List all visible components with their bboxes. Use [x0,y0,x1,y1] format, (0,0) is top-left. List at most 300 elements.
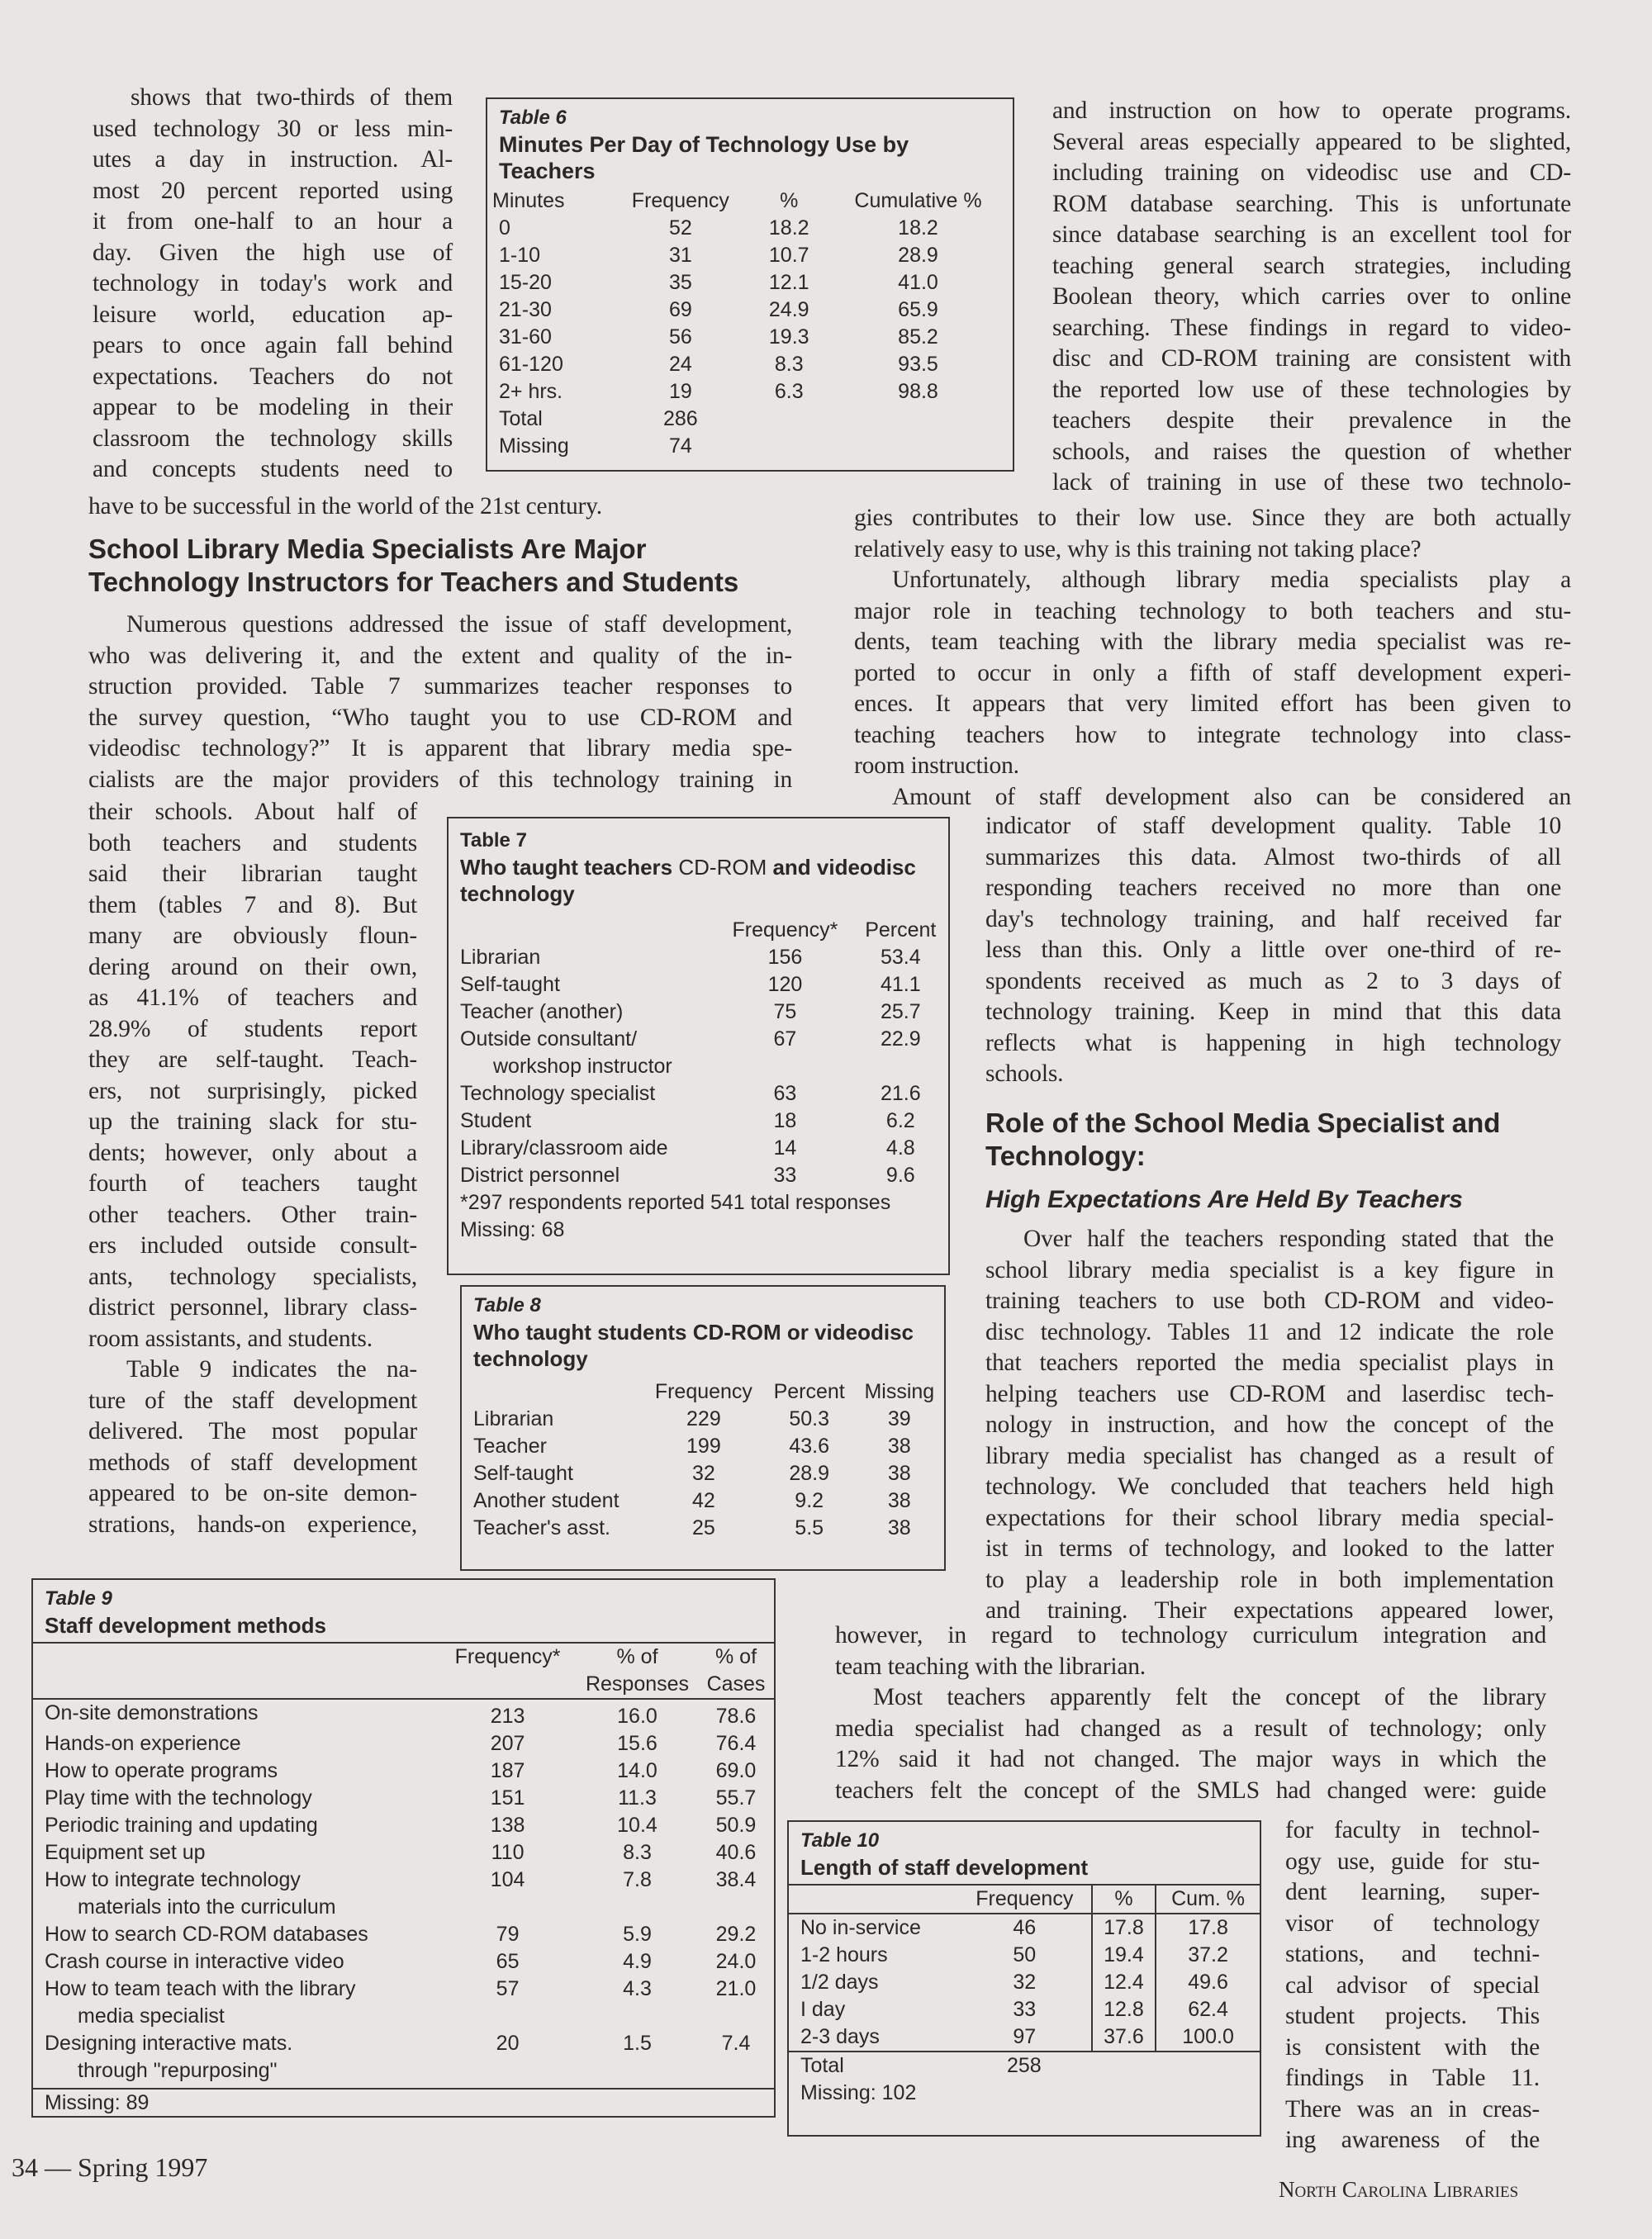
table-title: Who taught students CD-ROM or videodisc technology [473,1320,914,1371]
text-line: spondents received as much as 2 to 3 days of [985,967,1561,994]
text-line: many are obviously floun- [88,923,417,949]
text-line: Amount of staff development also can be considered an [892,783,1571,810]
column-header: Frequency* [454,1645,561,1668]
table-row [487,406,1013,433]
table-cell: 63 [773,1082,797,1105]
table-cell: 18.2 [768,216,809,240]
table-row [487,433,1013,460]
table-row [449,944,948,971]
text-line: library media specialist has changed as a result of [985,1442,1554,1469]
table-cell: 19.3 [768,325,809,349]
text-line: who was delivering it, and the extent and quality of the in- [88,642,792,669]
table-cell: 31 [668,244,692,267]
text-line: Boolean theory, which carries over to online [1052,283,1571,310]
table-row [487,324,1013,351]
text-line: schools, and raises the question of whether [1052,438,1571,465]
table-cell: 25.7 [880,1000,921,1023]
table-cell: 67 [773,1027,797,1051]
text-line: is consistent with the [1285,2033,1540,2061]
row-label [33,1976,439,2030]
row-label-text: Librarian [473,1407,554,1430]
row-label [449,999,717,1026]
row-label [33,2030,439,2085]
table-cell: 62.4 [1156,1996,1260,2023]
table-cell: 28.9 [898,244,938,267]
row-label [462,1406,643,1433]
row-label [449,944,717,971]
table-row [487,296,1013,324]
table-cell: 65 [496,1950,520,1973]
text-line: teachers despite their prevalence in the [1052,407,1571,434]
row-label-text: No in-service [800,1916,921,1939]
table-cell: 25 [691,1516,715,1539]
table-cell: 5.5 [795,1516,824,1539]
table-cell: 43.6 [789,1435,830,1458]
table-title [449,854,931,910]
text-line: schools. [985,1060,1064,1087]
row-label-text: Another student [473,1489,620,1512]
table-cell: 229 [686,1407,721,1430]
text-line: searching. These findings in regard to video- [1052,314,1571,341]
text-line: reflects what is happening in high technology [985,1029,1561,1056]
text-line: nology in instruction, and how the concept of the [985,1411,1554,1438]
row-label-text: How to operate programs [45,1759,278,1782]
row-label-text: Technology specialist [460,1082,656,1105]
text-line: technology. We concluded that teachers held high [985,1473,1554,1500]
row-label [33,1948,439,1976]
text-line: their schools. About half of [88,799,417,825]
text-line: the survey question, “Who taught you to use CD-ROM and [88,704,792,731]
column-header: Frequency* [732,918,838,942]
row-label-text: Hands-on experience [45,1732,241,1755]
row-label [487,433,606,460]
table-row [789,2023,1260,2051]
table-grid [33,1644,774,2085]
table-cell: 38.4 [715,1868,757,1891]
row-label-text: Equipment set up [45,1841,206,1864]
text-line: struction provided. Table 7 summarizes teacher responses to [88,673,792,700]
column-header: Percent [773,1380,845,1403]
table-row [33,1758,774,1785]
row-label-continuation: media specialist [78,2004,225,2028]
table-cell: 97 [1013,2025,1037,2048]
row-label [33,1867,439,1921]
body-text-role [985,1224,1554,1627]
text-line: have to be successful in the world of the 21st century. [88,493,602,519]
row-label-text: Teacher (another) [460,1000,624,1023]
row-label-text: 2-3 days [800,2025,880,2048]
text-line: teaching general search strategies, including [1052,252,1571,279]
row-label-text: Outside consultant/ [460,1027,638,1051]
table-footnote: *297 respondents reported 541 total responses [460,1191,891,1214]
column-header: Missing [864,1380,935,1403]
table-label: Table 9 [45,1587,112,1610]
table-cell: 14.0 [617,1759,657,1782]
table-cell: 12.8 [1092,1996,1156,2023]
table-row [449,1135,948,1162]
row-label-text: Periodic training and updating [45,1814,318,1837]
table-8 [460,1285,946,1571]
table-cell: 156 [767,946,803,969]
table-cell: 21.0 [715,1977,757,2000]
table-row [789,1996,1260,2023]
row-label [487,351,606,378]
table-cell: 38 [887,1516,911,1539]
text-line: classroom the technology skills [93,425,453,452]
table-cell: 16.0 [617,1705,657,1728]
text-line: ers, not surprisingly, picked [88,1077,417,1104]
row-label-text: Student [460,1109,532,1132]
table-cell: 100.0 [1156,2023,1260,2051]
table-row [487,351,1013,378]
row-label-text: 61-120 [499,353,563,376]
text-line: team teaching with the librarian. [835,1653,1146,1680]
row-label [33,1921,439,1948]
table-cell: 207 [490,1732,525,1755]
table-cell: 41.1 [880,973,921,996]
table-7 [447,817,950,1275]
table-grid [487,187,1013,460]
section-heading-2-line1: Role of the School Media Specialist and [985,1108,1501,1138]
row-label-text: Designing interactive mats. [45,2032,293,2055]
text-line: findings in Table 11. [1285,2065,1540,2091]
text-line: most 20 percent reported using [93,177,453,204]
table-cell [824,406,1013,433]
table-cell: 24 [668,353,692,376]
row-label [462,1487,643,1515]
table-row [789,1969,1260,1996]
row-label-text: On-site demonstrations [45,1701,259,1724]
row-label-text: Self-taught [460,973,560,996]
table-row [33,1921,774,1948]
section-heading-1 [88,533,738,599]
table-title: Minutes Per Day of Technology Use by Teachers [499,132,909,183]
table-row [33,1812,774,1839]
text-line: it from one-half to an hour a [93,208,453,235]
table-cell: 42 [691,1489,715,1512]
row-label-continuation: workshop instructor [493,1055,672,1078]
text-line: teachers felt the concept of the SMLS had changed were: guide [835,1776,1546,1804]
row-label-continuation: through "repurposing" [78,2059,278,2082]
table-cell: 40.6 [715,1841,757,1864]
row-label [487,269,606,296]
text-line: pears to once again fall behind [93,332,453,358]
table-cell: 286 [663,407,698,430]
row-label [33,1839,439,1867]
table-cell: 5.9 [623,1923,652,1946]
row-label [449,1135,717,1162]
text-line: technology training. Keep in mind that this data [985,999,1561,1025]
row-label [462,1460,643,1487]
text-line: gies contributes to their low use. Since they are both actually [854,505,1571,531]
table-cell: 120 [767,973,803,996]
table-row [33,1976,774,2030]
row-label [789,1996,958,2023]
column-header: Cum. % [1156,1885,1260,1914]
table-title: Staff development methods [33,1612,774,1644]
text-line: leisure world, education ap- [93,301,453,328]
table-cell: 38 [887,1435,911,1458]
table-label: Table 7 [460,829,527,851]
text-line: 12% said it had not changed. The major ways in which the [835,1746,1546,1772]
table-row [789,1942,1260,1969]
text-line: methods of staff development [88,1449,417,1476]
text-line: less than this. Only a little over one-third of re- [985,937,1561,963]
table-cell: 32 [691,1462,715,1485]
column-header: % of Cases [706,1645,766,1696]
table-cell: 69.0 [715,1759,757,1782]
section-heading-2-line2: Technology: [985,1141,1146,1171]
table-total-row [789,2051,1260,2080]
text-line: appear to be modeling in their [93,394,453,420]
table-cell: 14 [773,1136,797,1160]
table-cell: 37.6 [1092,2023,1156,2051]
table-cell: 110 [491,1841,525,1864]
table-cell: 29.2 [715,1923,757,1946]
text-line: cialists are the major providers of this technology training in [88,766,792,793]
row-label [33,1699,439,1730]
table-cell: 41.0 [898,271,938,294]
text-line: fourth of teachers taught [88,1170,417,1197]
table-cell: 187 [490,1759,525,1782]
text-line: since database searching is an excellent tool for [1052,221,1571,248]
table-row [33,1839,774,1867]
row-label [33,1812,439,1839]
row-label-text: 1-2 hours [800,1943,888,1966]
text-line: videodisc technology?” It is apparent that library media spe- [88,735,792,761]
row-label-text: How to team teach with the library [45,1977,356,2000]
table-cell: 6.2 [885,1109,915,1132]
text-line: ogy use, guide for stu- [1285,1848,1540,1875]
text-line: ture of the staff development [88,1387,417,1414]
table-cell: 213 [490,1705,525,1728]
table-grid [449,917,948,1189]
text-line: student projects. This [1285,2003,1540,2029]
text-line: Most teachers apparently felt the concept of the library [873,1684,1546,1710]
table-cell: 9.2 [795,1489,824,1512]
row-label [789,1942,958,1969]
table-cell: 32 [1013,1971,1037,1994]
row-label [789,2023,958,2051]
table-cell: 74 [668,434,692,458]
row-label [462,1433,643,1460]
text-line: Over half the teachers responding stated that the [1023,1226,1554,1252]
text-line: cal advisor of special [1285,1971,1540,1999]
table-row [33,2030,774,2085]
table-cell: 49.6 [1156,1969,1260,1996]
column-header: % [780,189,799,212]
table-row [789,1914,1260,1942]
table-cell: 17.8 [1092,1914,1156,1942]
row-label [487,324,606,351]
table-cell: 57 [496,1977,520,2000]
table-cell: 37.2 [1156,1942,1260,1969]
text-line: day. Given the high use of [93,239,453,266]
row-label [487,215,606,242]
table-cell: 12.1 [768,271,809,294]
text-line: disc technology. Tables 11 and 12 indicate the role [985,1318,1554,1345]
table-row [487,269,1013,296]
row-label-text: 1/2 days [800,1971,879,1994]
body-text-concept [835,1620,1546,1806]
section-heading-1-line1: School Library Media Specialists Are Major [88,534,647,564]
table-cell: 28.9 [789,1462,830,1485]
column-header: Frequency [654,1380,752,1403]
table-cell: 19.4 [1092,1942,1156,1969]
table-cell: 8.3 [623,1841,652,1864]
text-line: school library media specialist is a key figure in [985,1256,1554,1283]
body-text-staff-development [88,610,792,795]
text-line: There was an in creas- [1285,2095,1540,2123]
row-label-text: Teacher's asst. [473,1516,610,1539]
text-line: stations, and techni- [1285,1941,1540,1967]
text-line: ers included outside consult- [88,1232,417,1259]
table-cell: 7.4 [721,2032,751,2055]
table-cell: 33 [773,1164,797,1187]
row-label-text: 1-10 [499,244,541,267]
table-cell: 8.3 [774,353,804,376]
row-label [449,971,717,999]
table-cell: 138 [490,1814,525,1837]
table-cell: 10.4 [617,1814,657,1837]
table-label: Table 6 [499,107,567,129]
table-cell: 52 [668,216,692,240]
table-cell: 38 [887,1489,911,1512]
text-line: summarizes this data. Almost two-thirds of all [985,843,1561,870]
text-line: training teachers to use both CD-ROM and video- [985,1288,1554,1314]
total-label: Total [800,2054,844,2077]
table-label: Table 10 [800,1829,880,1852]
column-header [462,1378,643,1406]
row-label [487,406,606,433]
text-line: Unfortunately, although library media specialists play a [892,567,1571,593]
text-line: major role in teaching technology to both teachers and stu- [854,597,1571,624]
body-text-left-narrow [88,797,417,1540]
text-line: appeared to be on-site demon- [88,1480,417,1506]
table-cell [824,433,1013,460]
text-line: and instruction on how to operate programs. [1052,97,1571,124]
table-missing: Missing: 89 [33,2088,774,2117]
row-label-text: How to integrate technology [45,1868,301,1891]
body-text-full-line [88,491,749,523]
table-cell: 4.8 [885,1136,915,1160]
table-row [449,1162,948,1189]
table-cell: 15.6 [617,1732,657,1755]
column-header: % of Responses [585,1645,690,1696]
column-header [33,1644,439,1699]
body-text-right-wide [854,503,1571,813]
column-header: Frequency [976,1887,1074,1910]
row-label-text: 21-30 [499,298,552,321]
title-part: CD-ROM [678,855,767,880]
table-row [487,215,1013,242]
column-header: % [1092,1885,1156,1914]
text-line: Table 9 indicates the na- [126,1356,417,1383]
text-line: relatively easy to use, why is this training not taking place? [854,535,1422,562]
row-label [487,242,606,269]
text-line: the reported low use of these technologies by [1052,376,1571,403]
table-cell: 21.6 [880,1082,921,1105]
table-cell: 65.9 [898,298,938,321]
row-label [462,1515,643,1542]
text-line: up the training slack for stu- [88,1108,417,1135]
column-header: Minutes [492,189,565,212]
row-label-text: Play time with the technology [45,1786,312,1810]
text-line: used technology 30 or less min- [93,115,453,142]
title-part: and videodisc technology [460,855,916,906]
row-label-text: 2+ hrs. [499,380,563,403]
table-cell: 50.3 [789,1407,830,1430]
text-line: room assistants, and students. [88,1325,373,1352]
text-line: responding teachers received no more than one [985,875,1561,901]
text-line: helping teachers use CD-ROM and laserdisc tech- [985,1380,1554,1407]
table-title: Length of staff development [800,1855,1089,1880]
table-cell: 22.9 [880,1027,921,1051]
table-10 [787,1820,1261,2137]
row-label [449,1162,717,1189]
table-cell: 4.3 [623,1977,652,2000]
row-label [487,378,606,406]
text-line: including training on videodisc use and CD- [1052,159,1571,186]
table-row [462,1487,944,1515]
table-cell: 50.9 [715,1814,757,1837]
page-folio: 34 — Spring 1997 [12,2152,208,2182]
table-row [33,1867,774,1921]
table-cell: 85.2 [898,325,938,349]
table-row [487,378,1013,406]
table-cell: 24.9 [768,298,809,321]
text-line: expectations. Teachers do not [93,363,453,390]
table-row [33,1730,774,1758]
table-cell: 79 [496,1923,520,1946]
row-label [449,1026,717,1080]
table-cell: 35 [668,271,692,294]
text-line: indicator of staff development quality. Table 10 [985,813,1561,839]
text-line: however, in regard to technology curriculum integration and [835,1622,1546,1648]
table-cell: 98.8 [898,380,938,403]
row-label [487,296,606,324]
text-line: dents, team teaching with the library media specialist was re- [854,629,1571,655]
table-row [462,1406,944,1433]
table-cell: 75 [773,1000,797,1023]
row-label [33,1758,439,1785]
text-line: for faculty in technol- [1285,1817,1540,1843]
body-text-right-narrow [1285,1815,1540,2156]
table-row [487,242,1013,269]
table-cell: 20 [496,2032,520,2055]
table-row [462,1460,944,1487]
table-cell: 50 [1013,1943,1037,1966]
text-line: Several areas especially appeared to be slighted, [1052,128,1571,155]
section-subheading: High Expectations Are Held By Teachers [985,1186,1463,1213]
text-line: day's technology training, and half received far [985,905,1561,932]
row-label-text: Library/classroom aide [460,1136,668,1160]
text-line: shows that two-thirds of them [131,84,453,111]
table-cell: 9.6 [885,1164,915,1187]
table-row [462,1515,944,1542]
table-row [33,1699,774,1730]
section-heading-2 [985,1107,1500,1173]
table-row [33,1785,774,1812]
table-cell: 199 [686,1435,721,1458]
text-line: dent learning, super- [1285,1879,1540,1905]
row-label-continuation: materials into the curriculum [78,1895,336,1919]
text-line: that teachers reported the media specialist plays in [985,1350,1554,1376]
table-cell: 10.7 [768,244,809,267]
column-header [789,1885,958,1914]
text-line: room instruction. [854,752,1019,779]
table-row [449,971,948,999]
